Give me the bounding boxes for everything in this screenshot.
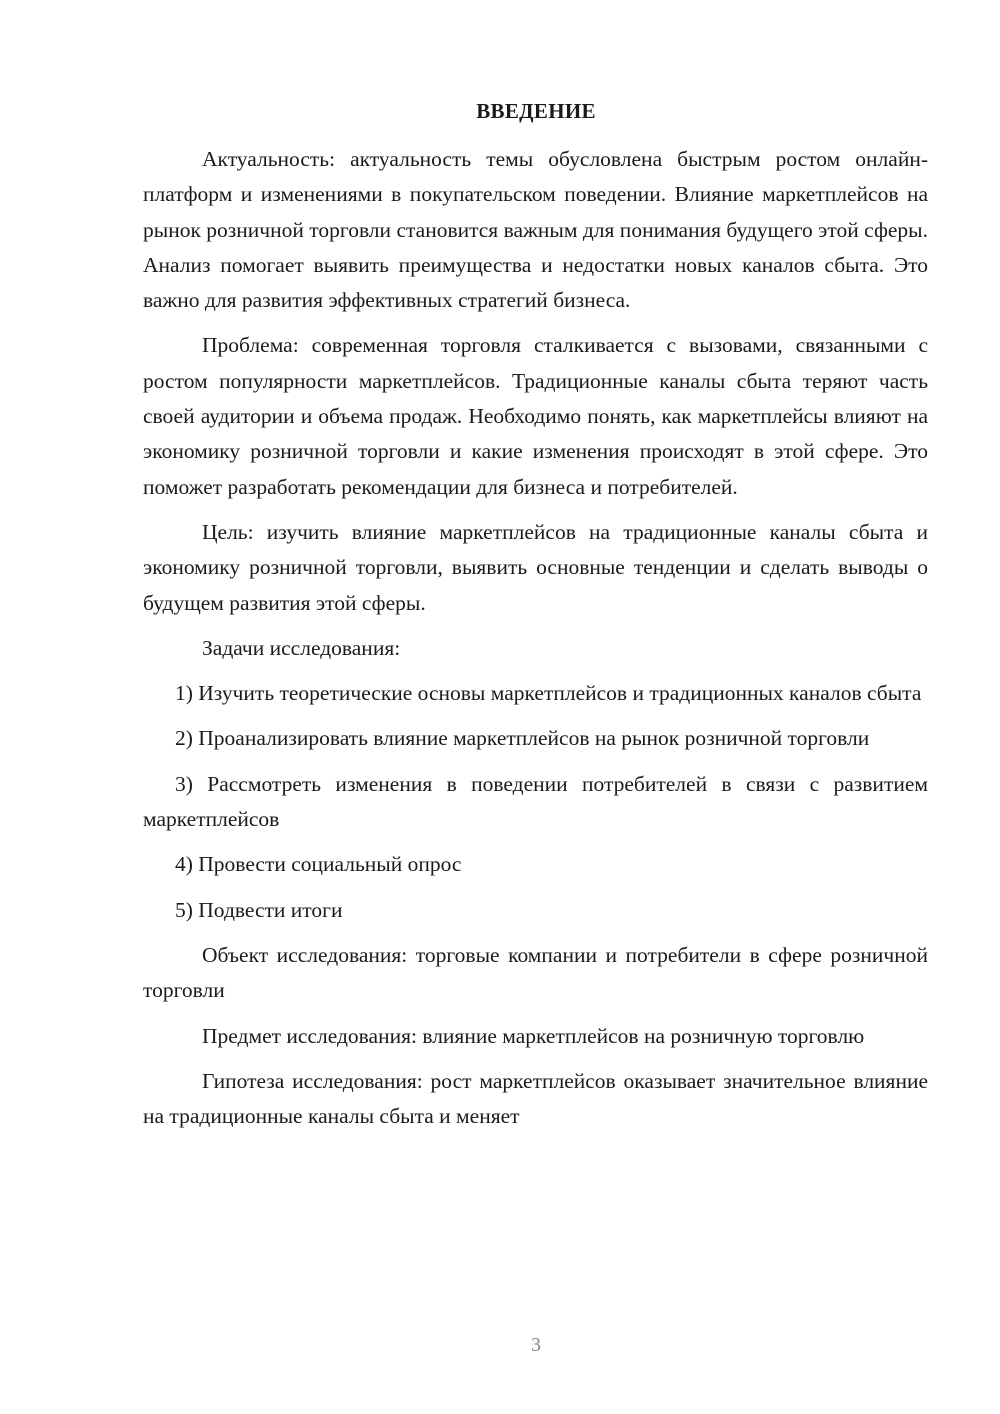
page-number: 3 xyxy=(531,1334,541,1356)
task-item: 2) Проанализировать влияние маркетплейсов на рынок розничной торговли xyxy=(175,726,870,751)
paragraph-hypothesis: Гипотеза исследования: рост маркетплейсов оказывает значительное влияние на традиционные каналы сбыта и меняет xyxy=(143,1068,928,1129)
paragraph-tasks-title: Задачи исследования: xyxy=(202,635,401,660)
section-heading: ВВЕДЕНИЕ xyxy=(476,99,596,123)
body-text xyxy=(143,142,928,1144)
task-item: 5) Подвести итоги xyxy=(175,897,343,922)
paragraph-subject: Предмет исследования: влияние маркетплейсов на розничную торговлю xyxy=(202,1023,865,1048)
task-item: 1) Изучить теоретические основы маркетплейсов и традиционных каналов сбыта xyxy=(175,681,922,706)
paragraph-problem: Проблема: современная торговля сталкивается с вызовами, связанными с ростом популярности маркетплейсов. Традиционные каналы сбыта теряют часть своей аудитории и объема продаж. Необходимо понять, как маркетплейсы влияют на экономику розничной торговли и какие изменения происходят в этой сфере. Это поможет разработать рекомендации для бизнеса и потребителей. xyxy=(143,333,928,499)
task-item: 4) Провести социальный опрос xyxy=(175,852,462,877)
paragraph-object: Объект исследования: торговые компании и потребители в сфере розничной торговли xyxy=(143,942,928,1003)
paragraph-relevance: Актуальность: актуальность темы обусловлена быстрым ростом онлайн-платформ и изменениями в покупательском поведении. Влияние маркетплейсов на рынок розничной торговли становится важным для понимания будущего этой сферы. Анализ помогает выявить преимущества и недостатки новых каналов сбыта. Это важно для развития эффективных стратегий бизнеса. xyxy=(143,147,928,313)
paragraph-goal: Цель: изучить влияние маркетплейсов на традиционные каналы сбыта и экономику розничной торговли, выявить основные тенденции и сделать выводы о будущем развития этой сферы. xyxy=(143,519,928,615)
task-item: 3) Рассмотреть изменения в поведении потребителей в связи с развитием маркетплейсов xyxy=(143,771,928,832)
